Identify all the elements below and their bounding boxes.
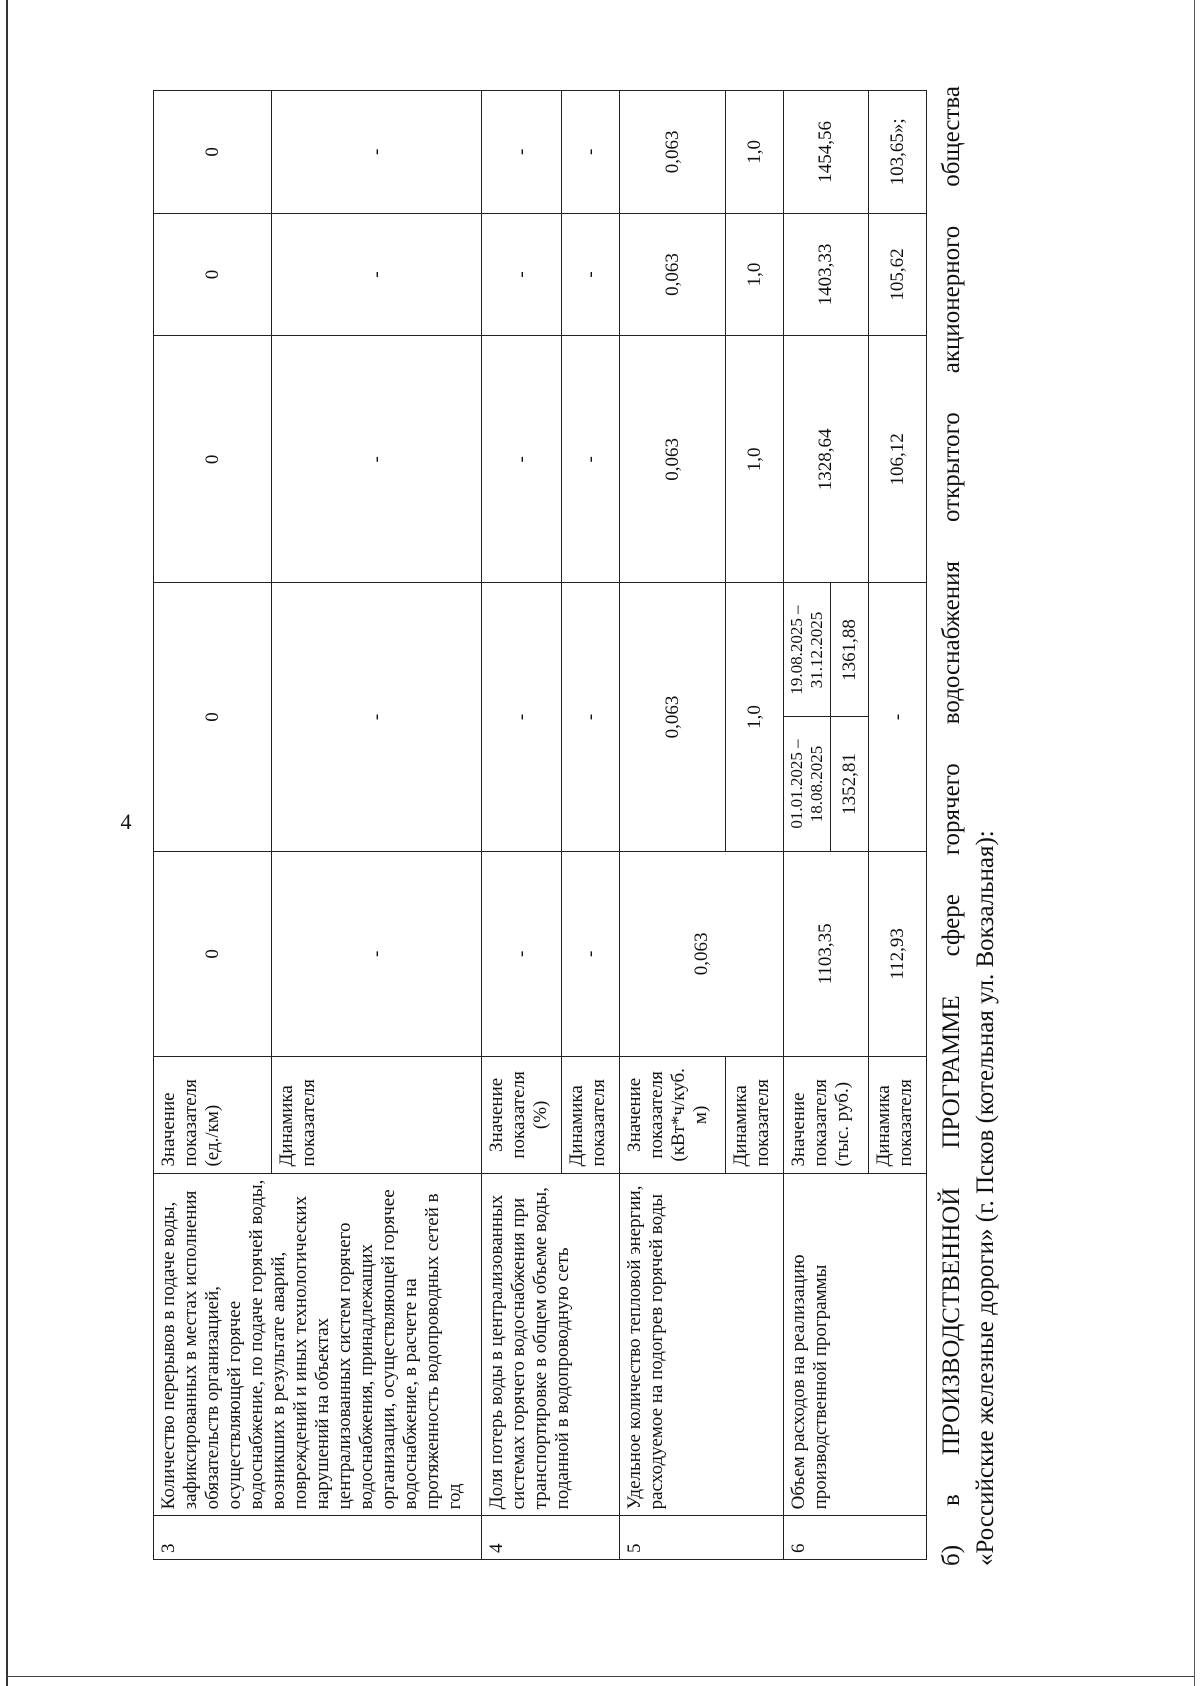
period-value: 1352,81 — [831, 717, 869, 851]
value-cell: - — [482, 213, 562, 336]
value-cell: 0,063 — [620, 583, 726, 851]
row-description: Количество перерывов в подаче воды, зафиксированных в местах исполнения обязательств организацией, осуществляющей горячее водоснабжение, по подаче горячей воды, возникших в результате аварий, повреждений и иных технологических нарушений на объектах централизованных систем горячего водоснабжения, принадлежащих организации, осуществляющей горячее водоснабжение, в расчете на протяженность водопроводных сетей в год — [154, 1173, 482, 1516]
value-cell: - — [482, 851, 562, 1057]
dynamics-cell: 1,0 — [726, 213, 784, 336]
dynamics-cell: - — [869, 583, 927, 851]
dynamics-cell: - — [272, 336, 482, 583]
table-row — [154, 91, 272, 1560]
dynamics-cell: - — [272, 91, 482, 214]
dynamics-label: Динамика показателя — [562, 1057, 620, 1173]
dynamics-cell: - — [272, 583, 482, 851]
table-row — [482, 91, 562, 1560]
section-heading-line2: «Российские железные дороги» (г. Псков (котельная ул. Вокзальная): — [972, 830, 999, 1566]
dynamics-cell: 1,0 — [726, 583, 784, 851]
value-cell: 0 — [154, 213, 272, 336]
value-cell: 0,063 — [620, 851, 784, 1057]
indicator-table — [153, 90, 927, 1560]
dynamics-cell: - — [562, 851, 620, 1057]
row-number: 3 — [154, 1516, 482, 1560]
table-row — [784, 91, 831, 1560]
section-heading — [935, 86, 1003, 1566]
value-cell: 0 — [154, 583, 272, 851]
dynamics-cell: 112,93 — [869, 851, 927, 1057]
period-value: 1361,88 — [831, 583, 869, 717]
value-cell: 1328,64 — [784, 336, 869, 583]
dynamics-label: Динамика показателя — [272, 1057, 482, 1173]
value-label: Значение показателя (тыс. руб.) — [784, 1057, 869, 1173]
value-cell: 1103,35 — [784, 851, 869, 1057]
row-number: 5 — [620, 1516, 784, 1560]
section-heading-line1: б) в ПРОИЗВОДСТВЕННОЙ ПРОГРАММЕ сфере горячего водоснабжения открытого акционерного общества — [938, 86, 965, 1566]
row-description: Доля потерь воды в централизованных системах горячего водоснабжения при транспортировке в общем объеме воды, поданной в водопроводную сеть — [482, 1173, 620, 1516]
dynamics-cell: 106,12 — [869, 336, 927, 583]
dynamics-label: Динамика показателя — [726, 1057, 784, 1173]
value-cell: 0,063 — [620, 336, 726, 583]
value-cell: 1454,56 — [784, 91, 869, 214]
value-label: Значение показателя (ед./км) — [154, 1057, 272, 1173]
row-description: Удельное количество тепловой энергии, расходуемое на подогрев горячей воды — [620, 1173, 784, 1516]
period-label: 19.08.2025 – 31.12.2025 — [784, 583, 831, 717]
page-number: 4 — [120, 809, 132, 834]
dynamics-cell: - — [272, 851, 482, 1057]
value-cell: - — [482, 583, 562, 851]
dynamics-cell: - — [562, 583, 620, 851]
dynamics-label: Динамика показателя — [869, 1057, 927, 1173]
value-label: Значение показателя (кВт*ч/куб. м) — [620, 1057, 726, 1173]
row-number: 4 — [482, 1516, 620, 1560]
table-row — [620, 91, 726, 1560]
value-cell: 1403,33 — [784, 213, 869, 336]
value-label: Значение показателя (%) — [482, 1057, 562, 1173]
dynamics-cell: 1,0 — [726, 336, 784, 583]
value-cell: - — [482, 91, 562, 214]
period-label: 01.01.2025 – 18.08.2025 — [784, 717, 831, 851]
dynamics-cell: 1,0 — [726, 91, 784, 214]
value-cell: 0,063 — [620, 213, 726, 336]
dynamics-cell: - — [562, 336, 620, 583]
value-cell: - — [482, 336, 562, 583]
dynamics-cell: - — [562, 213, 620, 336]
value-cell: 0 — [154, 91, 272, 214]
dynamics-cell: - — [272, 213, 482, 336]
row-number: 6 — [784, 1516, 927, 1560]
value-cell: 0 — [154, 851, 272, 1057]
value-cell: 0,063 — [620, 91, 726, 214]
row-description: Объем расходов на реализацию производственной программы — [784, 1173, 927, 1516]
dynamics-cell: 105,62 — [869, 213, 927, 336]
value-cell: 0 — [154, 336, 272, 583]
dynamics-cell: 103,65»; — [869, 91, 927, 214]
dynamics-cell: - — [562, 91, 620, 214]
